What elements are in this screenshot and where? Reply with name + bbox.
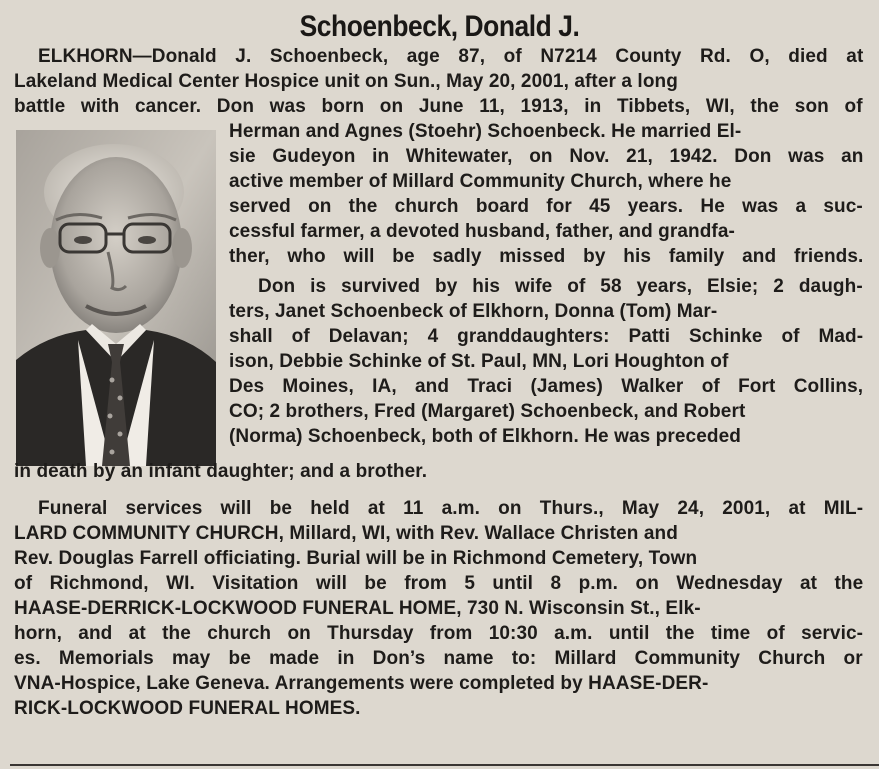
obituary-line: sie Gudeyon in Whitewater, on Nov. 21, 1942. Don was an [229,146,864,167]
obituary-line: horn, and at the church on Thursday from 10:30 a.m. until the time of servic- [14,623,864,644]
obituary-line: Don is survived by his wife of 58 years, Elsie; 2 daugh- [258,276,863,297]
portrait-photo [16,130,216,466]
portrait-image [16,130,216,466]
obituary-line: ELKHORN—Donald J. Schoenbeck, age 87, of N7214 County Rd. O, died at [38,46,864,67]
bottom-rule [10,764,879,766]
obituary-line: es. Memorials may be made in Don’s name to: Millard Community Church or [14,648,863,669]
obituary-line: CO; 2 brothers, Fred (Margaret) Schoenbeck, and Robert [229,401,746,422]
obituary-line: active member of Millard Community Church, where he [229,171,732,192]
obituary-line: in death by an infant daughter; and a brother. [14,461,428,482]
obituary-line: served on the church board for 45 years. He was a suc- [229,196,863,217]
obituary-line: (Norma) Schoenbeck, both of Elkhorn. He was preceded [229,426,741,447]
obituary-line: shall of Delavan; 4 granddaughters: Patti Schinke of Mad- [229,326,864,347]
obituary-line: RICK-LOCKWOOD FUNERAL HOMES. [14,698,361,719]
obituary-line: cessful farmer, a devoted husband, father, and grandfa- [229,221,735,242]
obituary-line: Funeral services will be held at 11 a.m. on Thurs., May 24, 2001, at MIL- [38,498,864,519]
obituary-line: Rev. Douglas Farrell officiating. Burial will be in Richmond Cemetery, Town [14,548,698,569]
obituary-line: of Richmond, WI. Visitation will be from 5 until 8 p.m. on Wednesday at the [14,573,864,594]
obituary-line: Des Moines, IA, and Traci (James) Walker of Fort Collins, [229,376,864,397]
obituary-line: ther, who will be sadly missed by his family and friends. [229,246,864,267]
obituary-title: Schoenbeck, Donald J. [299,10,580,43]
obituary-line: battle with cancer. Don was born on June 11, 1913, in Tibbets, WI, the son of [14,96,863,117]
obituary-line: HAASE-DERRICK-LOCKWOOD FUNERAL HOME, 730 N. Wisconsin St., Elk- [14,598,701,619]
obituary-line: Herman and Agnes (Stoehr) Schoenbeck. He married El- [229,121,742,142]
obituary-line: ters, Janet Schoenbeck of Elkhorn, Donna (Tom) Mar- [229,301,718,322]
obituary-line: Lakeland Medical Center Hospice unit on Sun., May 20, 2001, after a long [14,71,678,92]
obituary-line: ison, Debbie Schinke of St. Paul, MN, Lori Houghton of [229,351,729,372]
obituary-line: VNA-Hospice, Lake Geneva. Arrangements were completed by HAASE-DER- [14,673,709,694]
obituary-line: LARD COMMUNITY CHURCH, Millard, WI, with Rev. Wallace Christen and [14,523,678,544]
